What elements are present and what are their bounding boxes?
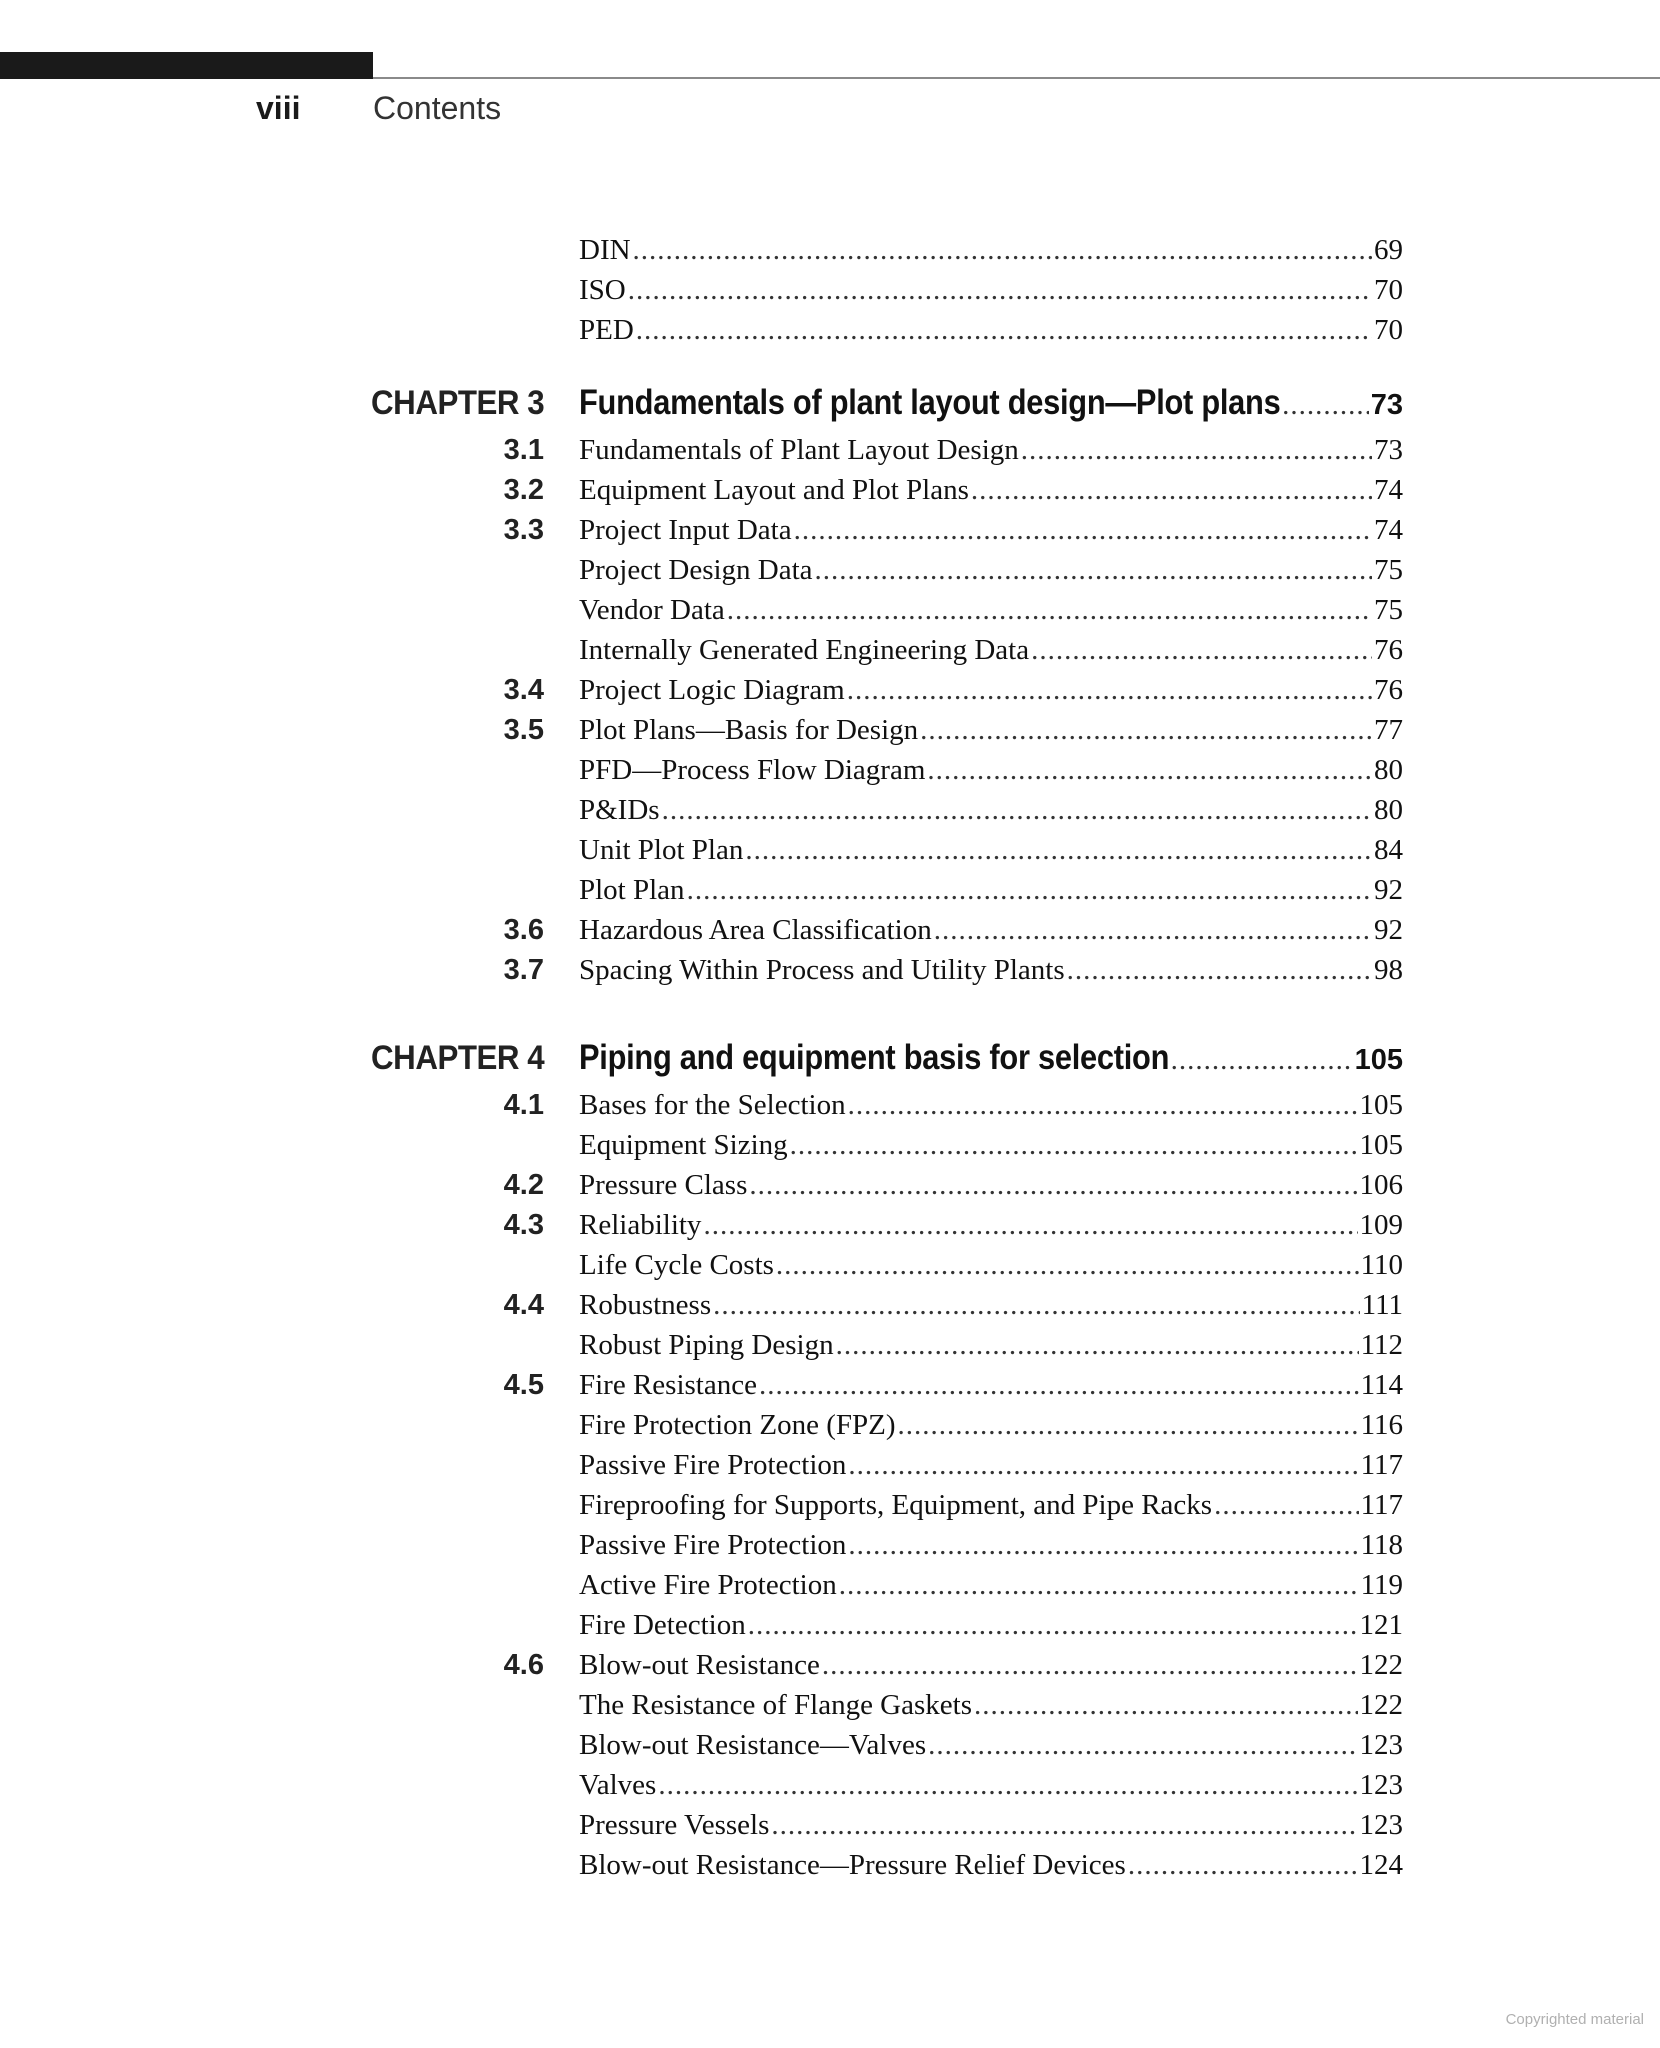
page-number-ref: 73 — [1370, 389, 1403, 421]
dot-leader — [662, 790, 1372, 830]
copyright-notice: Copyrighted material — [1505, 2011, 1644, 2028]
section-title: Reliability — [579, 1209, 702, 1241]
dot-leader — [847, 670, 1372, 710]
dot-leader — [727, 590, 1372, 630]
dot-leader — [1214, 1485, 1358, 1525]
section-title: Fire Protection Zone (FPZ) — [579, 1409, 896, 1441]
section-number: 4.2 — [503, 1169, 544, 1201]
toc-entry — [579, 1285, 1403, 1325]
page-number-ref: 92 — [1374, 874, 1403, 906]
dot-leader — [633, 230, 1372, 270]
dot-leader — [920, 710, 1372, 750]
page-number-ref: 106 — [1359, 1169, 1403, 1201]
section-title: Project Design Data — [579, 554, 813, 586]
toc-section-row[interactable] — [0, 950, 1660, 990]
toc-entry — [579, 790, 1403, 830]
toc-entry — [579, 550, 1403, 590]
dot-leader — [628, 270, 1372, 310]
dot-leader — [1021, 430, 1372, 470]
page-number-ref: 123 — [1359, 1769, 1403, 1801]
toc-subsection-row[interactable] — [0, 1685, 1660, 1725]
section-number: 3.5 — [503, 714, 544, 746]
chapter-title: Fundamentals of plant layout design—Plot plans — [579, 383, 1281, 422]
toc-section-row[interactable] — [0, 1205, 1660, 1245]
section-title: Passive Fire Protection — [579, 1529, 847, 1561]
toc-entry — [579, 630, 1403, 670]
dot-leader — [790, 1125, 1358, 1165]
page-number-ref: 70 — [1374, 314, 1403, 346]
toc-subsection-row[interactable] — [0, 790, 1660, 830]
chapter-title: Piping and equipment basis for selection — [579, 1038, 1170, 1077]
page-number-ref: 123 — [1359, 1809, 1403, 1841]
toc-entry — [579, 1445, 1403, 1485]
dot-leader — [815, 550, 1372, 590]
running-header-title: Contents — [373, 90, 502, 126]
toc-section-row[interactable] — [0, 670, 1660, 710]
page-number-ref: 76 — [1374, 634, 1403, 666]
toc-subsection-row[interactable] — [0, 1725, 1660, 1765]
toc-subsection-row[interactable] — [0, 550, 1660, 590]
chapter-number: CHAPTER 3 — [370, 384, 544, 422]
page-number-ref: 116 — [1360, 1409, 1403, 1441]
toc-subsection-row[interactable] — [0, 870, 1660, 910]
section-title: The Resistance of Flange Gaskets — [579, 1689, 973, 1721]
dot-leader — [1031, 630, 1372, 670]
toc-entry — [579, 1125, 1403, 1165]
toc-entry — [579, 230, 1403, 270]
section-title: Blow-out Resistance — [579, 1649, 820, 1681]
toc-subsection-row[interactable] — [0, 750, 1660, 790]
page-number-ref: 84 — [1374, 834, 1403, 866]
dot-leader — [759, 1365, 1359, 1405]
toc-section-row[interactable] — [0, 1365, 1660, 1405]
toc-subsection-row[interactable] — [0, 1605, 1660, 1645]
section-title: Blow-out Resistance—Pressure Relief Devices — [579, 1849, 1126, 1881]
page-number-ref: 123 — [1359, 1729, 1403, 1761]
dot-leader — [658, 1765, 1357, 1805]
toc-chapter-row[interactable] — [0, 1035, 1660, 1081]
toc-entry — [579, 1085, 1403, 1125]
toc-entry — [579, 1165, 1403, 1205]
toc-entry — [579, 670, 1403, 710]
dot-leader — [1282, 382, 1369, 426]
page-number-ref: 76 — [1374, 674, 1403, 706]
dot-leader — [898, 1405, 1359, 1445]
toc-subsection-row[interactable] — [0, 1525, 1660, 1565]
toc-subsection-row[interactable] — [0, 1445, 1660, 1485]
dot-leader — [974, 1685, 1357, 1725]
section-title: Plot Plan — [579, 874, 685, 906]
toc-subsection-row[interactable] — [0, 1325, 1660, 1365]
dot-leader — [848, 1445, 1358, 1485]
page-number-ref: 122 — [1359, 1649, 1403, 1681]
section-title: PFD—Process Flow Diagram — [579, 754, 926, 786]
toc-subsection-row[interactable] — [0, 1405, 1660, 1445]
dot-leader — [636, 310, 1372, 350]
dot-leader — [745, 830, 1372, 870]
page-number-ref: 73 — [1374, 434, 1403, 466]
section-title: Fire Detection — [579, 1609, 746, 1641]
toc-section-row[interactable] — [0, 430, 1660, 470]
section-title: Blow-out Resistance—Valves — [579, 1729, 927, 1761]
section-title: Plot Plans—Basis for Design — [579, 714, 919, 746]
dot-leader — [776, 1245, 1359, 1285]
toc-entry — [579, 750, 1403, 790]
section-title: Fire Resistance — [579, 1369, 757, 1401]
toc-subsection-row[interactable] — [0, 270, 1660, 310]
page-number-ref: 98 — [1374, 954, 1403, 986]
toc-section-row[interactable] — [0, 1645, 1660, 1685]
toc-subsection-row[interactable] — [0, 1565, 1660, 1605]
chapter-number: CHAPTER 4 — [370, 1039, 544, 1077]
dot-leader — [749, 1165, 1357, 1205]
section-number: 3.1 — [503, 434, 544, 466]
toc-entry — [579, 430, 1403, 470]
toc-entry — [579, 830, 1403, 870]
page-number-ref: 110 — [1360, 1249, 1403, 1281]
section-title: Internally Generated Engineering Data — [579, 634, 1030, 666]
page-number-ref: 105 — [1354, 1044, 1403, 1076]
toc-entry — [579, 510, 1403, 550]
page-number-ref: 74 — [1374, 514, 1403, 546]
dot-leader — [971, 470, 1372, 510]
section-title: Active Fire Protection — [579, 1569, 837, 1601]
dot-leader — [748, 1605, 1358, 1645]
toc-entry — [579, 1035, 1403, 1081]
section-title: Fundamentals of Plant Layout Design — [579, 434, 1019, 466]
toc-subsection-row[interactable] — [0, 1805, 1660, 1845]
page-number-ref: 122 — [1359, 1689, 1403, 1721]
toc-entry — [579, 1245, 1403, 1285]
section-title: Spacing Within Process and Utility Plants — [579, 954, 1065, 986]
toc-entry — [579, 710, 1403, 750]
toc-section-row[interactable] — [0, 710, 1660, 750]
toc-entry — [579, 310, 1403, 350]
page-number-ref: 121 — [1359, 1609, 1403, 1641]
section-title: Pressure Vessels — [579, 1809, 770, 1841]
toc-subsection-row[interactable] — [0, 230, 1660, 270]
page-number: viii — [256, 90, 301, 126]
page-number-ref: 119 — [1360, 1569, 1403, 1601]
page-number-ref: 80 — [1374, 794, 1403, 826]
dot-leader — [934, 910, 1372, 950]
page-number-ref: 124 — [1359, 1849, 1403, 1881]
section-title: Robust Piping Design — [579, 1329, 834, 1361]
toc-entry — [579, 1325, 1403, 1365]
toc-subsection-row[interactable] — [0, 630, 1660, 670]
toc-entry — [579, 1205, 1403, 1245]
toc-entry — [579, 1725, 1403, 1765]
section-title: P&IDs — [579, 794, 660, 826]
section-title: Project Input Data — [579, 514, 792, 546]
page-number-ref: 109 — [1359, 1209, 1403, 1241]
section-title: Hazardous Area Classification — [579, 914, 932, 946]
dot-leader — [794, 510, 1372, 550]
toc-section-row[interactable] — [0, 910, 1660, 950]
section-number: 3.6 — [503, 914, 544, 946]
section-number: 4.1 — [503, 1089, 544, 1121]
toc-section-row[interactable] — [0, 1285, 1660, 1325]
page-number-ref: 118 — [1360, 1529, 1403, 1561]
section-title: Vendor Data — [579, 594, 725, 626]
section-title: ISO — [579, 274, 626, 306]
dot-leader — [771, 1805, 1357, 1845]
toc-entry — [579, 910, 1403, 950]
page-number-ref: 75 — [1374, 554, 1403, 586]
toc-entry — [579, 1525, 1403, 1565]
toc-entry — [579, 1605, 1403, 1645]
dot-leader — [928, 1725, 1357, 1765]
section-title: Equipment Layout and Plot Plans — [579, 474, 969, 506]
page-number-ref: 92 — [1374, 914, 1403, 946]
section-title: Fireproofing for Supports, Equipment, and Pipe Racks — [579, 1489, 1213, 1521]
section-title: Project Logic Diagram — [579, 674, 845, 706]
dot-leader — [1171, 1037, 1353, 1081]
section-number: 3.4 — [503, 674, 544, 706]
dot-leader — [848, 1525, 1358, 1565]
section-title: DIN — [579, 234, 631, 266]
toc-entry — [579, 1485, 1403, 1525]
section-title: PED — [579, 314, 634, 346]
section-number: 4.6 — [503, 1649, 544, 1681]
page-number-ref: 117 — [1360, 1489, 1403, 1521]
page-number-ref: 105 — [1359, 1089, 1403, 1121]
page-number-ref: 114 — [1360, 1369, 1403, 1401]
page-number-ref: 111 — [1361, 1289, 1403, 1321]
page-number-ref: 117 — [1360, 1449, 1403, 1481]
dot-leader — [836, 1325, 1359, 1365]
toc-subsection-row[interactable] — [0, 1125, 1660, 1165]
dot-leader — [822, 1645, 1358, 1685]
toc-entry — [579, 1565, 1403, 1605]
toc-subsection-row[interactable] — [0, 1485, 1660, 1525]
section-title: Life Cycle Costs — [579, 1249, 774, 1281]
toc-section-row[interactable] — [0, 470, 1660, 510]
toc-subsection-row[interactable] — [0, 1245, 1660, 1285]
toc-entry — [579, 870, 1403, 910]
toc-section-row[interactable] — [0, 1085, 1660, 1125]
page-number-ref: 77 — [1374, 714, 1403, 746]
toc-entry — [579, 1405, 1403, 1445]
toc-section-row[interactable] — [0, 510, 1660, 550]
toc-entry — [579, 270, 1403, 310]
page-number-ref: 80 — [1374, 754, 1403, 786]
toc-entry — [579, 590, 1403, 630]
dot-leader — [1067, 950, 1372, 990]
section-title: Equipment Sizing — [579, 1129, 788, 1161]
dot-leader — [927, 750, 1372, 790]
toc-entry — [579, 1765, 1403, 1805]
dot-leader — [839, 1565, 1359, 1605]
toc-entry — [579, 380, 1403, 426]
dot-leader — [703, 1205, 1357, 1245]
section-title: Valves — [579, 1769, 657, 1801]
section-number: 4.4 — [503, 1289, 544, 1321]
page-number-ref: 105 — [1359, 1129, 1403, 1161]
toc-subsection-row[interactable] — [0, 1765, 1660, 1805]
section-number: 4.5 — [503, 1369, 544, 1401]
dot-leader — [1128, 1845, 1358, 1885]
toc-subsection-row[interactable] — [0, 310, 1660, 350]
section-number: 3.3 — [503, 514, 544, 546]
section-title: Passive Fire Protection — [579, 1449, 847, 1481]
section-number: 3.2 — [503, 474, 544, 506]
page-number-ref: 112 — [1360, 1329, 1403, 1361]
page-number-ref: 69 — [1374, 234, 1403, 266]
page-number-ref: 70 — [1374, 274, 1403, 306]
toc-entry — [579, 1685, 1403, 1725]
toc-entry — [579, 950, 1403, 990]
dot-leader — [848, 1085, 1358, 1125]
section-number: 4.3 — [503, 1209, 544, 1241]
toc-section-row[interactable] — [0, 1165, 1660, 1205]
toc-subsection-row[interactable] — [0, 590, 1660, 630]
toc-chapter-row[interactable] — [0, 380, 1660, 426]
dot-leader — [687, 870, 1372, 910]
page-number-ref: 74 — [1374, 474, 1403, 506]
section-title: Bases for the Selection — [579, 1089, 846, 1121]
section-title: Pressure Class — [579, 1169, 748, 1201]
section-title: Robustness — [579, 1289, 712, 1321]
section-title: Unit Plot Plan — [579, 834, 744, 866]
toc-subsection-row[interactable] — [0, 1845, 1660, 1885]
dot-leader — [713, 1285, 1360, 1325]
toc-entry — [579, 1365, 1403, 1405]
toc-entry — [579, 470, 1403, 510]
toc-entry — [579, 1645, 1403, 1685]
toc-subsection-row[interactable] — [0, 830, 1660, 870]
toc-entry — [579, 1845, 1403, 1885]
toc-entry — [579, 1805, 1403, 1845]
page-number-ref: 75 — [1374, 594, 1403, 626]
section-number: 3.7 — [503, 954, 544, 986]
